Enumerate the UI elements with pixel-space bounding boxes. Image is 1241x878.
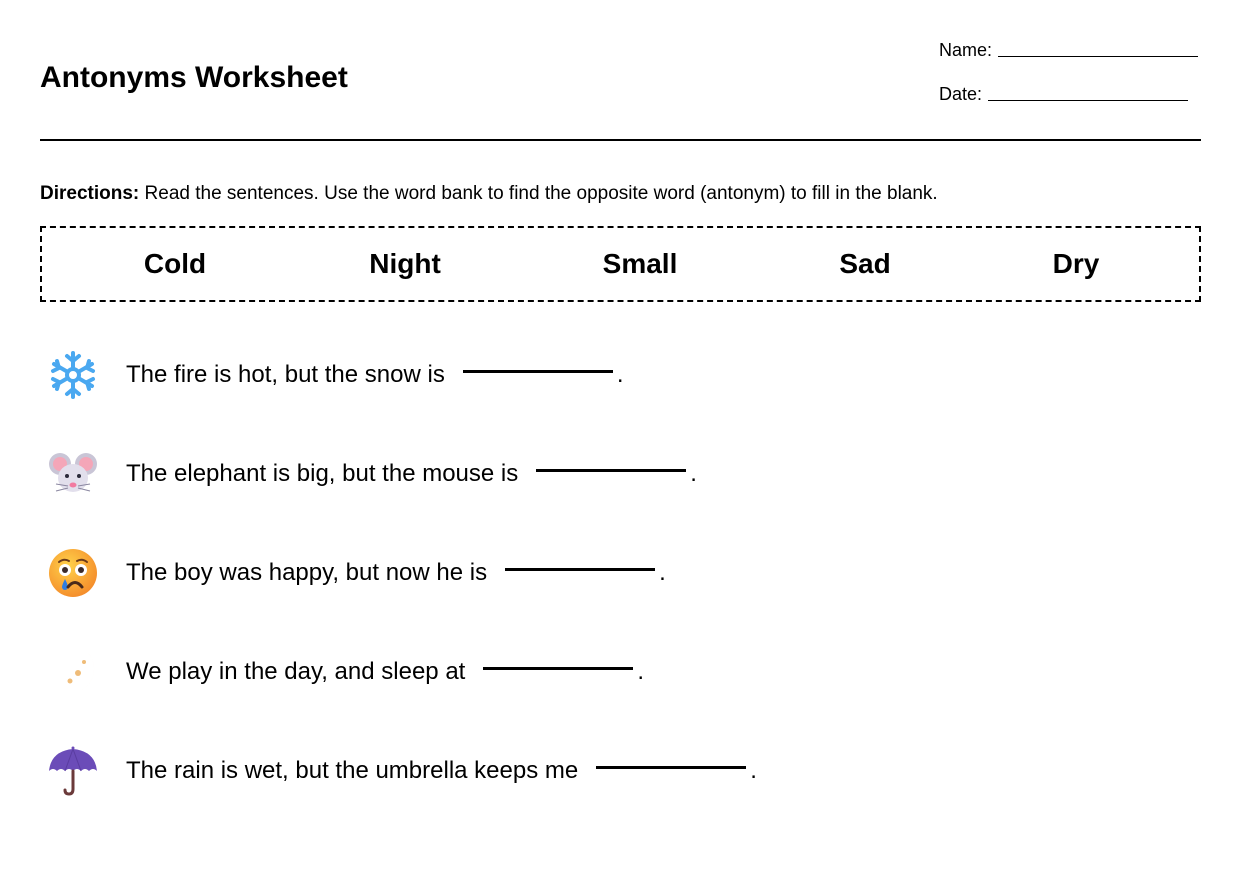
date-row xyxy=(939,82,1198,106)
header-divider xyxy=(40,139,1201,141)
sentence-end: . xyxy=(637,658,644,685)
question-text: We play in the day, and sleep at xyxy=(126,658,466,685)
directions-text: Read the sentences. Use the word bank to find the opposite word (antonym) to fill in the blank. xyxy=(144,183,938,204)
question-3 xyxy=(40,543,666,603)
question-text: The fire is hot, but the snow is xyxy=(126,361,445,388)
sentence-end: . xyxy=(659,559,666,586)
date-label: Date: xyxy=(939,84,983,104)
answer-blank[interactable] xyxy=(483,667,633,670)
sentence-end: . xyxy=(616,361,624,388)
question-text: The rain is wet, but the umbrella keeps me xyxy=(126,757,579,784)
word-bank-item: Cold xyxy=(143,248,207,279)
question-5 xyxy=(40,741,757,801)
sentence-end: . xyxy=(690,460,697,487)
mouse-face-icon xyxy=(40,444,106,504)
name-field-line[interactable] xyxy=(998,56,1198,57)
crescent-moon-icon xyxy=(40,642,106,702)
directions xyxy=(40,182,938,206)
page-title: Antonyms Worksheet xyxy=(40,61,348,94)
name-row xyxy=(939,38,1198,62)
word-bank-item: Night xyxy=(369,248,441,279)
answer-blank[interactable] xyxy=(596,766,746,769)
word-bank xyxy=(40,226,1201,302)
student-info xyxy=(939,38,1198,126)
answer-blank[interactable] xyxy=(536,469,686,472)
sentence-end: . xyxy=(750,757,757,784)
date-field-line[interactable] xyxy=(988,100,1188,101)
question-text: The elephant is big, but the mouse is xyxy=(126,460,519,487)
question-4 xyxy=(40,642,644,702)
question-2 xyxy=(40,444,697,504)
word-bank-item: Dry xyxy=(1052,248,1100,279)
answer-blank[interactable] xyxy=(463,370,613,373)
question-text: The boy was happy, but now he is xyxy=(126,559,488,586)
snowflake-icon xyxy=(40,345,106,405)
directions-label: Directions: xyxy=(40,183,140,204)
answer-blank[interactable] xyxy=(505,568,655,571)
name-label: Name: xyxy=(939,40,993,60)
umbrella-icon xyxy=(40,741,106,801)
crying-face-icon xyxy=(40,543,106,603)
question-1 xyxy=(40,345,624,405)
word-bank-item: Small xyxy=(602,248,678,279)
word-bank-item: Sad xyxy=(839,248,891,279)
